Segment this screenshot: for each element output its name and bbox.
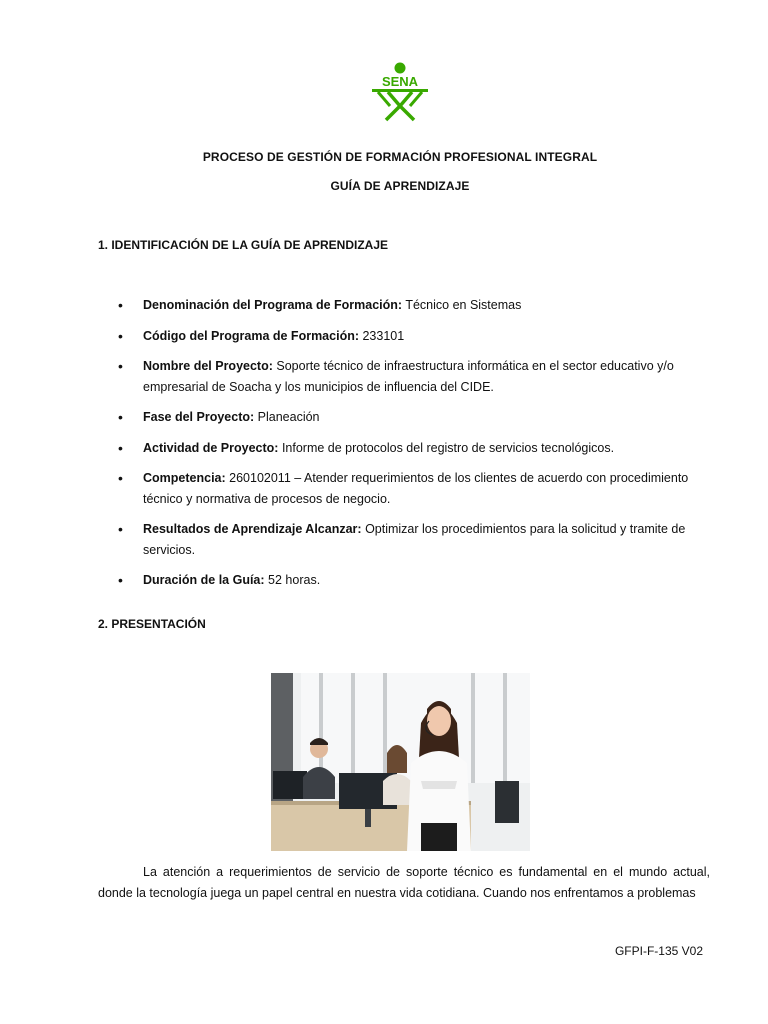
paragraph-line: La atención a requerimientos de servicio de soporte técnico es fundamental en el mundo actual,	[143, 865, 710, 879]
bullet-icon: •	[118, 409, 123, 425]
bullet-icon: •	[118, 470, 123, 486]
item-label: Duración de la Guía:	[143, 573, 265, 587]
paragraph-line: donde la tecnología juega un papel central en nuestra vida cotidiana. Cuando nos enfrentamos a problemas	[98, 886, 696, 900]
item-label: Nombre del Proyecto:	[143, 359, 273, 373]
item-label: Resultados de Aprendizaje Alcanzar:	[143, 522, 362, 536]
bullet-icon: •	[118, 439, 123, 456]
item-value: 260102011 – Atender requerimientos de los clientes de acuerdo con procedimiento técnico y normativa de procesos de negocio.	[143, 471, 689, 506]
item-value: 52 horas.	[268, 573, 321, 587]
list-item	[118, 295, 713, 316]
bullet-icon: •	[118, 297, 123, 313]
list-item	[118, 519, 713, 560]
item-value: 233101	[362, 328, 405, 343]
item-value: Informe de protocolos del registro de servicios tecnológicos.	[281, 440, 615, 455]
item-label: Actividad de Proyecto:	[143, 440, 279, 455]
item-value: Planeación	[257, 410, 320, 424]
document-title: PROCESO DE GESTIÓN DE FORMACIÓN PROFESIONAL INTEGRAL	[202, 150, 598, 164]
section-heading-presentation: 2. PRESENTACIÓN	[98, 617, 206, 631]
list-item	[118, 468, 713, 509]
item-label: Fase del Proyecto:	[143, 410, 255, 424]
item-value: Técnico en Sistemas	[405, 298, 522, 312]
bullet-icon: •	[118, 521, 123, 537]
item-value: Optimizar los procedimientos para la solicitud y tramite de servicios.	[143, 522, 686, 557]
list-item	[118, 356, 713, 397]
sena-logo-text: SENA	[381, 74, 419, 89]
section-heading-identification: 1. IDENTIFICACIÓN DE LA GUÍA DE APRENDIZAJE	[98, 238, 389, 252]
item-label: Denominación del Programa de Formación:	[143, 298, 403, 312]
item-value: Soporte técnico de infraestructura informática en el sector educativo y/o empresarial de Soacha y los municipios de influencia del CIDE.	[143, 359, 674, 394]
document-code: GFPI-F-135 V02	[614, 944, 703, 958]
identification-list	[118, 295, 713, 601]
document-subtitle: GUÍA DE APRENDIZAJE	[330, 179, 470, 193]
list-item	[118, 438, 713, 459]
item-label: Código del Programa de Formación:	[143, 328, 359, 343]
bullet-icon: •	[118, 358, 123, 374]
support-team-photo	[271, 673, 530, 851]
presentation-paragraph	[98, 862, 710, 904]
bullet-icon: •	[118, 572, 123, 588]
list-item	[118, 407, 713, 428]
list-item	[118, 570, 713, 591]
item-label: Competencia:	[143, 471, 226, 485]
bullet-icon: •	[118, 327, 123, 344]
list-item	[118, 326, 713, 347]
sena-logo	[368, 62, 432, 124]
